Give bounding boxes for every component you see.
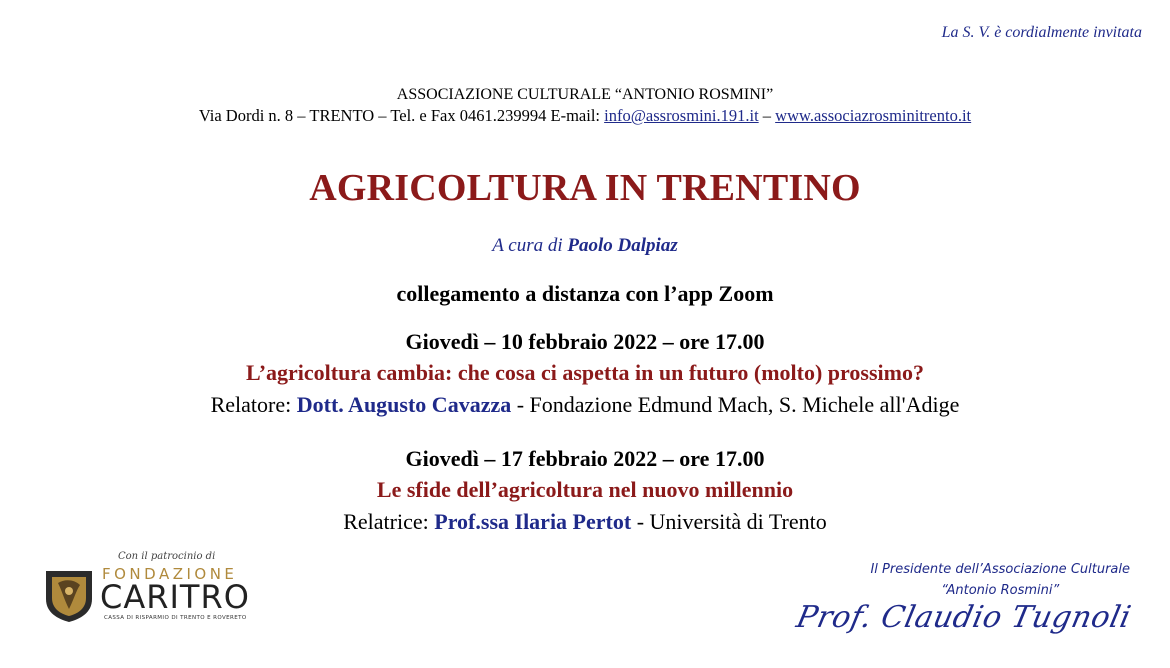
session-1-affiliation: - Fondazione Edmund Mach, S. Michele all'Adige (511, 392, 960, 417)
president-title: Il Presidente dell’Associazione Culturale (870, 562, 1130, 577)
event-mode: collegamento a distanza con l’app Zoom (396, 281, 774, 306)
curator-line (0, 235, 1170, 257)
session-1-date: Giovedì – 10 febbraio 2022 – ore 17.00 (405, 329, 765, 354)
address-text: Via Dordi n. 8 – TRENTO – Tel. e Fax 0461.239994 E-mail: (198, 106, 605, 125)
session-1-topic: L’agricoltura cambia: che cosa ci aspetta in un futuro (molto) prossimo? (246, 360, 924, 385)
session-1-speaker-line (0, 392, 1170, 418)
sponsor-logo (44, 551, 284, 631)
invitation-note: La S. V. è cordialmente invitata (941, 24, 1142, 41)
curator-name: Paolo Dalpiaz (567, 235, 678, 256)
event-title: AGRICOLTURA IN TRENTINO (309, 167, 861, 209)
president-association: “Antonio Rosmini” (941, 583, 1060, 598)
address-separator: – (758, 106, 776, 125)
association-name: ASSOCIAZIONE CULTURALE “ANTONIO ROSMINI” (396, 86, 774, 103)
president-signature: Prof. Claudio Tugnoli (792, 600, 1134, 635)
curator-prefix: A cura di (492, 235, 568, 256)
session-2-speaker-line (0, 509, 1170, 535)
session-2-topic: Le sfide dell’agricoltura nel nuovo millennio (376, 477, 794, 502)
session-2-affiliation: - Università di Trento (631, 509, 827, 534)
session-2-date: Giovedì – 17 febbraio 2022 – ore 17.00 (405, 446, 765, 471)
sponsor-line-3: CASSA DI RISPARMIO DI TRENTO E ROVERETO (104, 615, 247, 621)
session-2-role: Relatrice: (343, 509, 435, 534)
session-2-speaker: Prof.ssa Ilaria Pertot (434, 509, 632, 534)
association-address (0, 106, 1170, 126)
website-link[interactable]: www.associazrosminitrento.it (775, 106, 972, 125)
president-block (870, 559, 1130, 601)
session-1-role: Relatore: (210, 392, 297, 417)
email-link[interactable]: info@assrosmini.191.it (604, 106, 759, 125)
patronage-label: Con il patrocinio di (118, 551, 216, 562)
sponsor-line-2: CARITRO (100, 578, 250, 616)
shield-icon (44, 569, 94, 623)
session-1-speaker: Dott. Augusto Cavazza (296, 392, 512, 417)
sponsor-line-1: FONDAZIONE (102, 565, 238, 583)
